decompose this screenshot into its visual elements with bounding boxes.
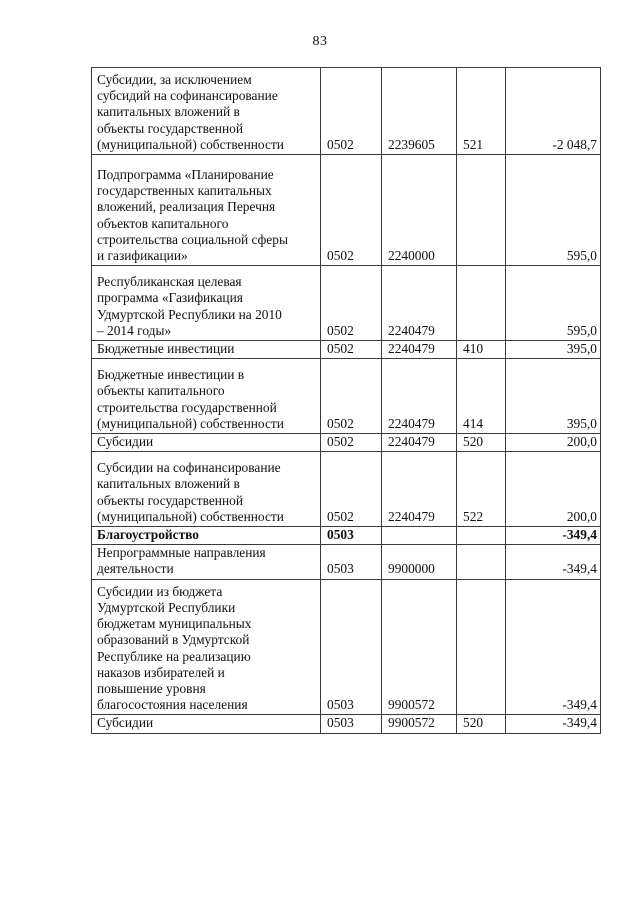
row-name-cell [92,452,321,527]
section-code-cell: 0503 [321,579,382,715]
article-code-cell: 2240479 [382,341,457,359]
expense-type-cell [457,579,506,715]
row-name-line: Удмуртской Республики [97,599,236,615]
row-name-line: объектов капитального [97,215,229,231]
expense-type-cell: 522 [457,452,506,527]
table-row [92,155,601,266]
row-name-line: благосостояния населения [97,697,248,713]
section-code-cell: 0502 [321,452,382,527]
article-code-cell: 9900572 [382,715,457,733]
table-row [92,527,601,545]
row-name-line: вложений, реализация Перечня [97,199,276,215]
row-name-line: образований в Удмуртской [97,632,250,648]
row-name-line: деятельности [97,561,174,577]
row-name-line: программа «Газификация [97,290,243,306]
article-code-cell: 2240000 [382,155,457,266]
table-row [92,579,601,715]
expense-type-cell [457,266,506,341]
row-name-line: Непрограммные направления [97,545,266,561]
article-code-cell: 2239605 [382,68,457,155]
row-name-cell [92,545,321,579]
article-code-cell: 9900000 [382,545,457,579]
article-code-cell: 9900572 [382,579,457,715]
section-code-cell: 0502 [321,68,382,155]
section-code-cell: 0502 [321,266,382,341]
expense-type-cell: 521 [457,68,506,155]
row-name-line: объекты капитального [97,383,225,399]
expense-type-cell: 520 [457,434,506,452]
row-name-line: Субсидии [97,434,154,450]
budget-table-body [92,68,601,734]
row-name-line: наказов избирателей и [97,664,225,680]
table-row [92,434,601,452]
amount-cell: 200,0 [506,452,601,527]
expense-type-cell: 520 [457,715,506,733]
table-row [92,266,601,341]
article-code-cell: 2240479 [382,266,457,341]
article-code-cell: 2240479 [382,434,457,452]
row-name-line: капитальных вложений в [97,104,240,120]
table-row [92,341,601,359]
expense-type-cell [457,545,506,579]
row-name-line: – 2014 годы» [97,322,172,338]
row-name-line: Подпрограмма «Планирование [97,167,274,183]
row-name-line: Субсидии, за исключением [97,72,252,87]
row-name-line: строительства государственной [97,399,277,415]
row-name-line: строительства социальной сферы [97,231,288,247]
section-code-cell: 0502 [321,434,382,452]
row-name-line: (муниципальной) собственности [97,508,284,524]
row-name-cell [92,266,321,341]
section-code-cell: 0502 [321,359,382,434]
row-name-cell [92,434,321,452]
row-name-line: Республике на реализацию [97,648,251,664]
row-name-cell [92,155,321,266]
section-code-cell: 0503 [321,715,382,733]
row-name-cell [92,579,321,715]
row-name-line: Бюджетные инвестиции [97,341,235,357]
expense-type-cell [457,527,506,545]
section-code-cell: 0503 [321,545,382,579]
amount-cell: -349,4 [506,715,601,733]
amount-cell: 395,0 [506,341,601,359]
amount-cell: -349,4 [506,579,601,715]
budget-table [91,67,601,734]
table-row [92,545,601,579]
row-name-line: государственных капитальных [97,183,272,199]
row-name-cell [92,68,321,155]
amount-cell: 200,0 [506,434,601,452]
row-name-line: объекты государственной [97,120,244,136]
row-name-line: Благоустройство [97,527,199,543]
row-name-line: (муниципальной) собственности [97,415,284,431]
page-number: 83 [312,34,328,49]
expense-type-cell: 414 [457,359,506,434]
amount-cell: -2 048,7 [506,68,601,155]
section-code-cell: 0503 [321,527,382,545]
row-name-line: Субсидии [97,715,154,731]
section-code-cell: 0502 [321,341,382,359]
row-name-line: (муниципальной) собственности [97,136,284,152]
row-name-line: Субсидии из бюджета [97,583,223,599]
row-name-line: Удмуртской Республики на 2010 [97,306,282,322]
amount-cell: -349,4 [506,545,601,579]
row-name-cell [92,715,321,733]
article-code-cell: 2240479 [382,452,457,527]
row-name-cell [92,527,321,545]
article-code-cell: 2240479 [382,359,457,434]
row-name-line: Республиканская целевая [97,274,242,290]
article-code-cell [382,527,457,545]
row-name-line: Бюджетные инвестиции в [97,367,245,383]
row-name-line: капитальных вложений в [97,476,240,492]
row-name-line: и газификации» [97,248,188,264]
table-row [92,452,601,527]
table-row [92,715,601,733]
row-name-cell [92,359,321,434]
table-row [92,359,601,434]
row-name-cell [92,341,321,359]
expense-type-cell: 410 [457,341,506,359]
amount-cell: 595,0 [506,155,601,266]
row-name-line: повышение уровня [97,680,206,696]
amount-cell: 395,0 [506,359,601,434]
row-name-line: объекты государственной [97,492,244,508]
expense-type-cell [457,155,506,266]
table-row [92,68,601,155]
row-name-line: субсидий на софинансирование [97,88,278,104]
row-name-line: бюджетам муниципальных [97,616,252,632]
row-name-line: Субсидии на софинансирование [97,460,281,476]
section-code-cell: 0502 [321,155,382,266]
amount-cell: 595,0 [506,266,601,341]
amount-cell: -349,4 [506,527,601,545]
